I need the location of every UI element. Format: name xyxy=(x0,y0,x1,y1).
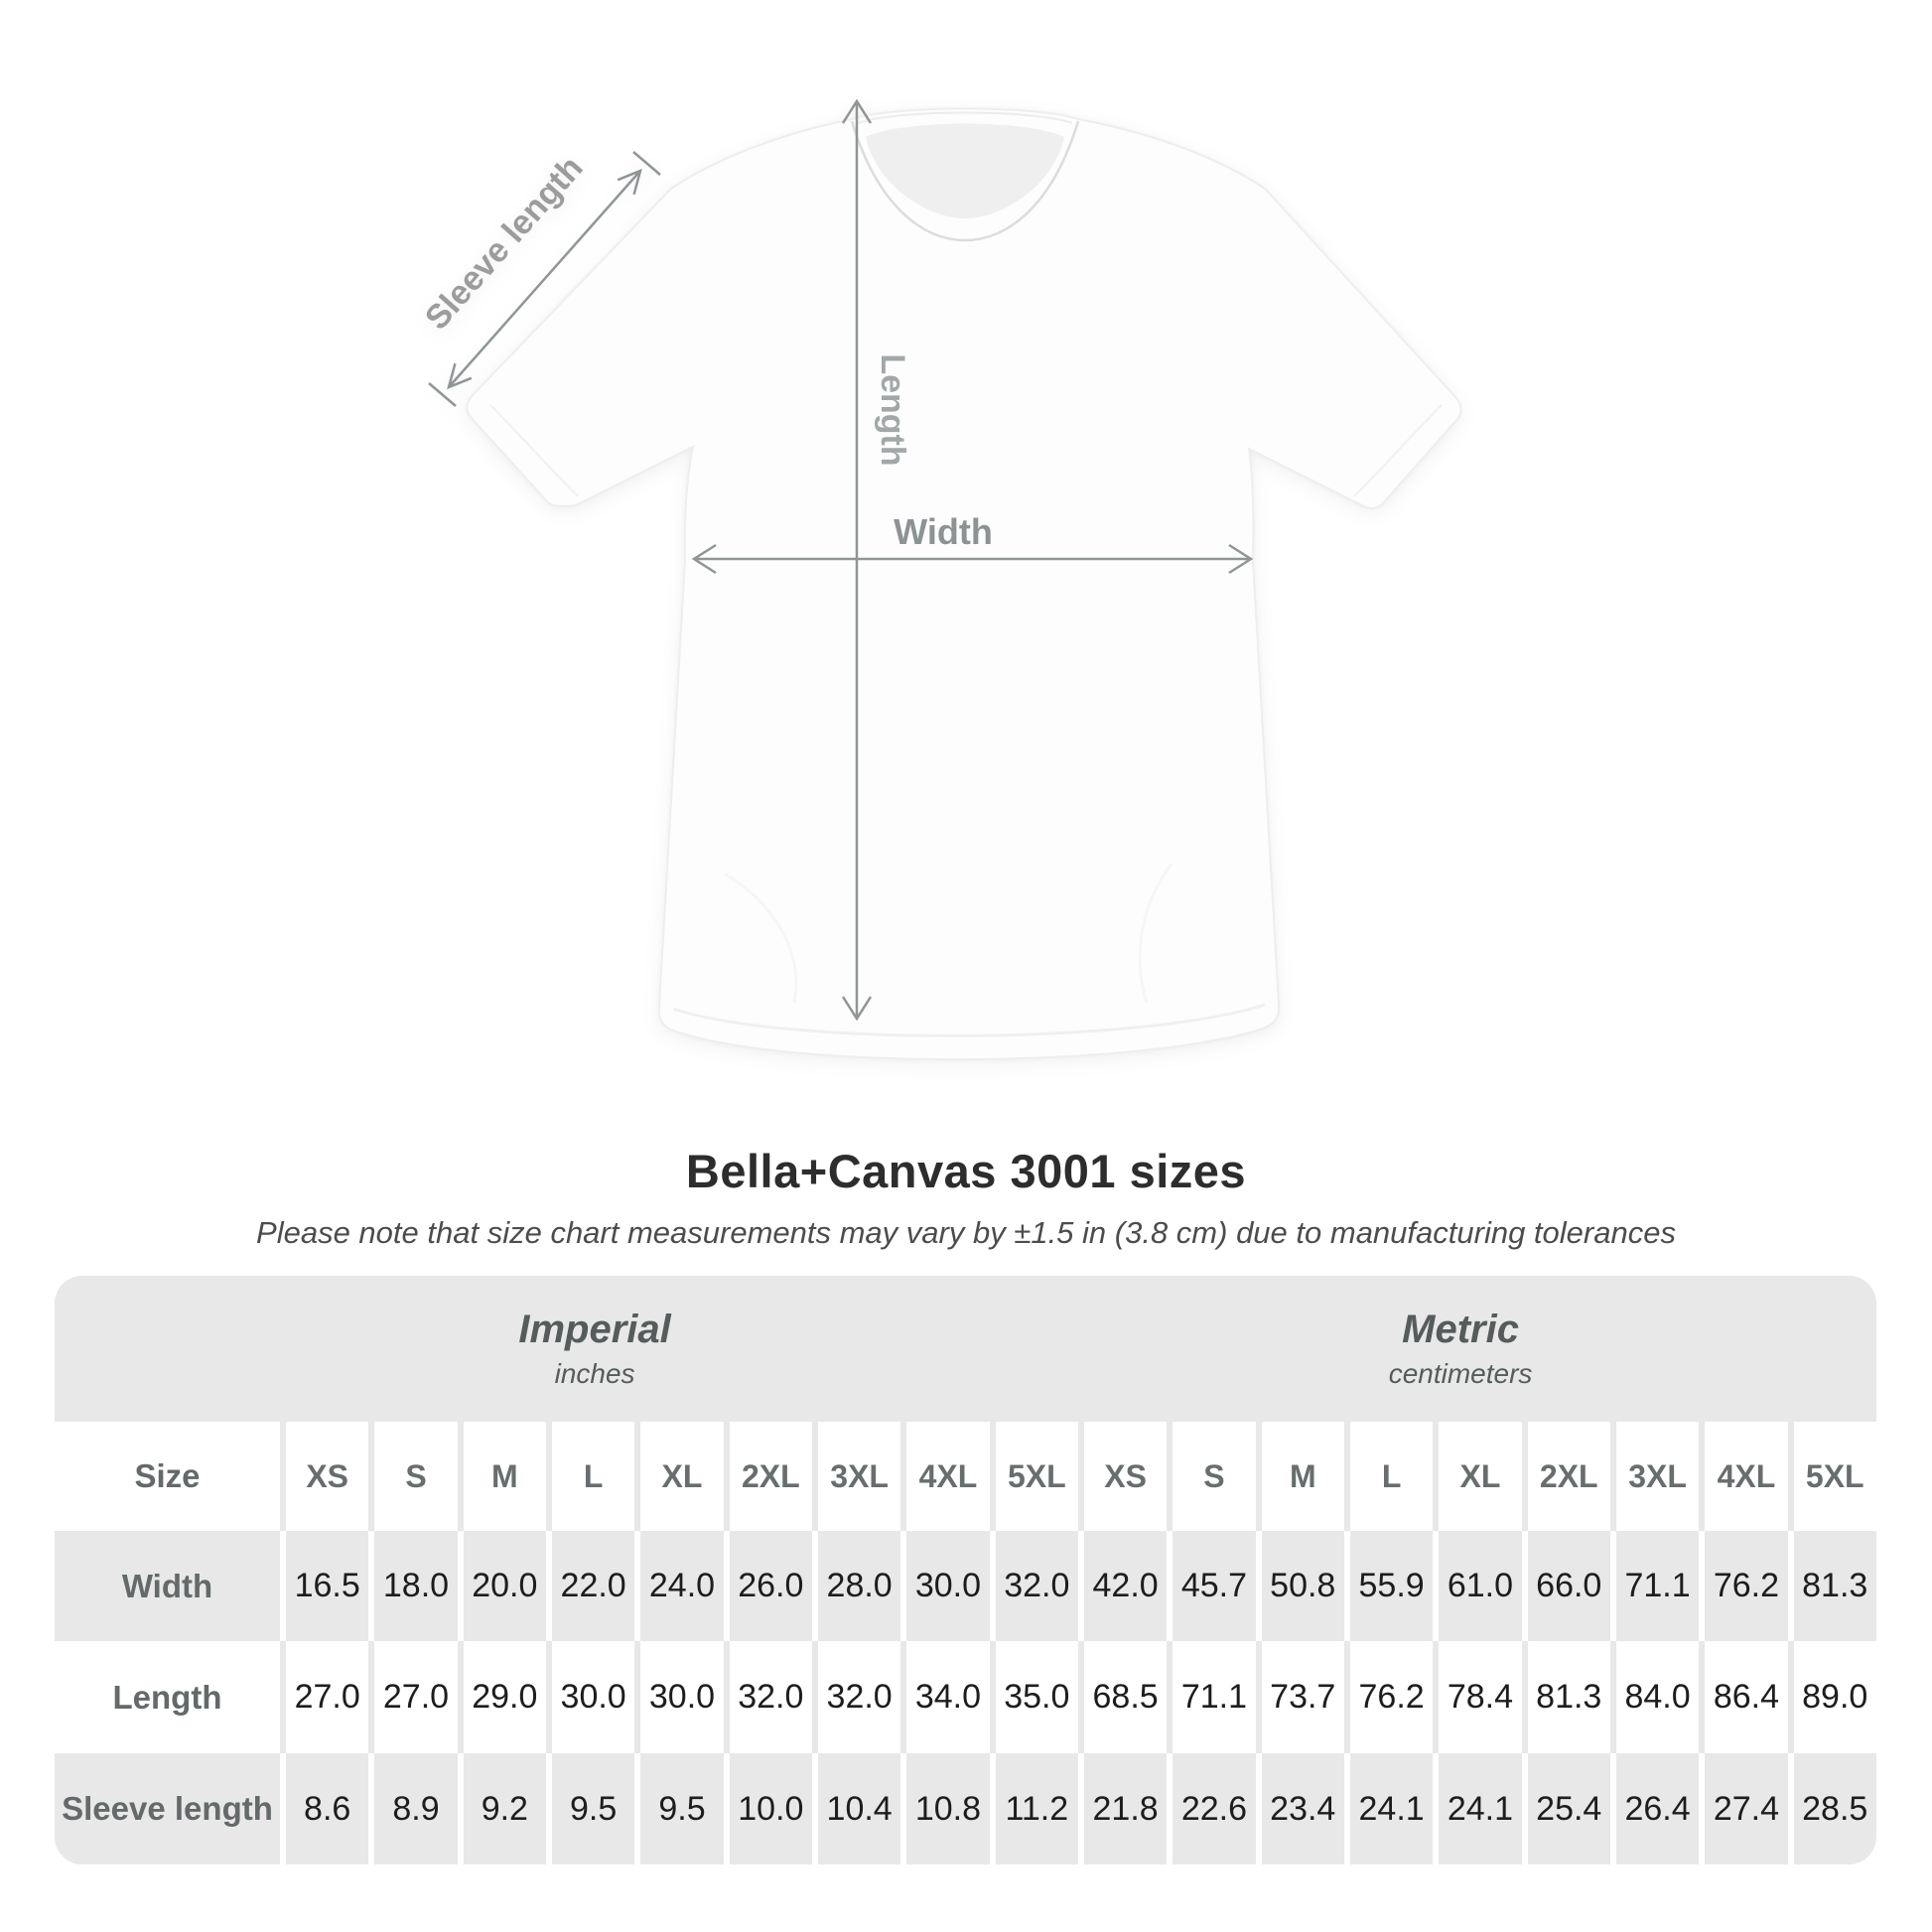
value-cell: 8.9 xyxy=(374,1753,457,1864)
value-cell: 10.4 xyxy=(818,1753,900,1864)
value-cell: 28.5 xyxy=(1794,1753,1876,1864)
value-cell: 10.8 xyxy=(906,1753,989,1864)
value-cell: 11.2 xyxy=(996,1753,1078,1864)
value-cell: 27.0 xyxy=(374,1641,457,1753)
value-cell: 26.0 xyxy=(730,1531,812,1641)
size-cell: S xyxy=(1173,1422,1255,1531)
value-cell: 16.5 xyxy=(286,1531,368,1641)
size-cell: XS xyxy=(1084,1422,1167,1531)
value-cell: 22.0 xyxy=(552,1531,634,1641)
value-cell: 21.8 xyxy=(1084,1753,1167,1864)
value-cell: 32.0 xyxy=(730,1641,812,1753)
value-cell: 61.0 xyxy=(1439,1531,1521,1641)
value-cell: 81.3 xyxy=(1794,1531,1876,1641)
value-cell: 76.2 xyxy=(1705,1531,1787,1641)
value-cell: 9.2 xyxy=(464,1753,546,1864)
value-cell: 24.1 xyxy=(1350,1753,1433,1864)
value-cell: 9.5 xyxy=(552,1753,634,1864)
row-label: Width xyxy=(55,1531,280,1641)
size-cell: 5XL xyxy=(996,1422,1078,1531)
value-cell: 26.4 xyxy=(1616,1753,1699,1864)
page-title: Bella+Canvas 3001 sizes xyxy=(685,1145,1247,1197)
row-label: Size xyxy=(55,1422,280,1531)
value-cell: 30.0 xyxy=(552,1641,634,1753)
value-cell: 55.9 xyxy=(1350,1531,1433,1641)
metric-sublabel: centimeters xyxy=(1388,1358,1533,1389)
value-cell: 35.0 xyxy=(996,1641,1078,1753)
value-cell: 86.4 xyxy=(1705,1641,1787,1753)
size-cell: XL xyxy=(640,1422,723,1531)
size-cell: L xyxy=(1350,1422,1433,1531)
value-cell: 25.4 xyxy=(1528,1753,1610,1864)
value-cell: 27.4 xyxy=(1705,1753,1787,1864)
size-cell: 3XL xyxy=(818,1422,900,1531)
size-header-row xyxy=(55,1422,1876,1531)
value-cell: 50.8 xyxy=(1262,1531,1344,1641)
table-row xyxy=(55,1641,1876,1753)
tshirt-illustration xyxy=(467,109,1460,1060)
value-cell: 84.0 xyxy=(1616,1641,1699,1753)
value-cell: 18.0 xyxy=(374,1531,457,1641)
value-cell: 24.0 xyxy=(640,1531,723,1641)
size-table xyxy=(55,1276,1876,1864)
metric-label: Metric xyxy=(1402,1308,1519,1351)
size-cell: 4XL xyxy=(906,1422,989,1531)
value-cell: 76.2 xyxy=(1350,1641,1433,1753)
value-cell: 78.4 xyxy=(1439,1641,1521,1753)
size-cell: L xyxy=(552,1422,634,1531)
size-cell: 5XL xyxy=(1794,1422,1876,1531)
size-cell: 4XL xyxy=(1705,1422,1787,1531)
value-cell: 27.0 xyxy=(286,1641,368,1753)
imperial-label: Imperial xyxy=(518,1308,671,1351)
sleeve-length-label: Sleeve length xyxy=(417,149,591,338)
table-row xyxy=(55,1753,1876,1864)
value-cell: 28.0 xyxy=(818,1531,900,1641)
row-label: Sleeve length xyxy=(55,1753,280,1864)
value-cell: 29.0 xyxy=(464,1641,546,1753)
size-cell: S xyxy=(374,1422,457,1531)
value-cell: 32.0 xyxy=(818,1641,900,1753)
value-cell: 8.6 xyxy=(286,1753,368,1864)
value-cell: 68.5 xyxy=(1084,1641,1167,1753)
value-cell: 34.0 xyxy=(906,1641,989,1753)
value-cell: 30.0 xyxy=(640,1641,723,1753)
value-cell: 42.0 xyxy=(1084,1531,1167,1641)
value-cell: 81.3 xyxy=(1528,1641,1610,1753)
value-cell: 71.1 xyxy=(1173,1641,1255,1753)
width-label: Width xyxy=(894,511,993,552)
size-cell: XS xyxy=(286,1422,368,1531)
value-cell: 22.6 xyxy=(1173,1753,1255,1864)
value-cell: 9.5 xyxy=(640,1753,723,1864)
row-label: Length xyxy=(55,1641,280,1753)
value-cell: 24.1 xyxy=(1439,1753,1521,1864)
size-cell: M xyxy=(464,1422,546,1531)
value-cell: 23.4 xyxy=(1262,1753,1344,1864)
value-cell: 10.0 xyxy=(730,1753,812,1864)
value-cell: 71.1 xyxy=(1616,1531,1699,1641)
size-cell: XL xyxy=(1439,1422,1521,1531)
imperial-header xyxy=(518,1276,670,1422)
value-cell: 32.0 xyxy=(996,1531,1078,1641)
value-cell: 89.0 xyxy=(1794,1641,1876,1753)
unit-header xyxy=(55,1276,1876,1422)
value-cell: 30.0 xyxy=(906,1531,989,1641)
length-label: Length xyxy=(874,353,911,467)
table-row xyxy=(55,1531,1876,1641)
size-cell: 2XL xyxy=(1528,1422,1610,1531)
size-cell: 2XL xyxy=(730,1422,812,1531)
page-subtitle: Please note that size chart measurements may vary by ±1.5 in (3.8 cm) due to manufacturing tolerances xyxy=(256,1215,1676,1250)
size-cell: 3XL xyxy=(1616,1422,1699,1531)
value-cell: 66.0 xyxy=(1528,1531,1610,1641)
value-cell: 20.0 xyxy=(464,1531,546,1641)
value-cell: 73.7 xyxy=(1262,1641,1344,1753)
value-cell: 45.7 xyxy=(1173,1531,1255,1641)
metric-header xyxy=(1389,1276,1533,1422)
tshirt-body xyxy=(467,109,1460,1060)
imperial-sublabel: inches xyxy=(554,1358,635,1389)
size-cell: M xyxy=(1262,1422,1344,1531)
